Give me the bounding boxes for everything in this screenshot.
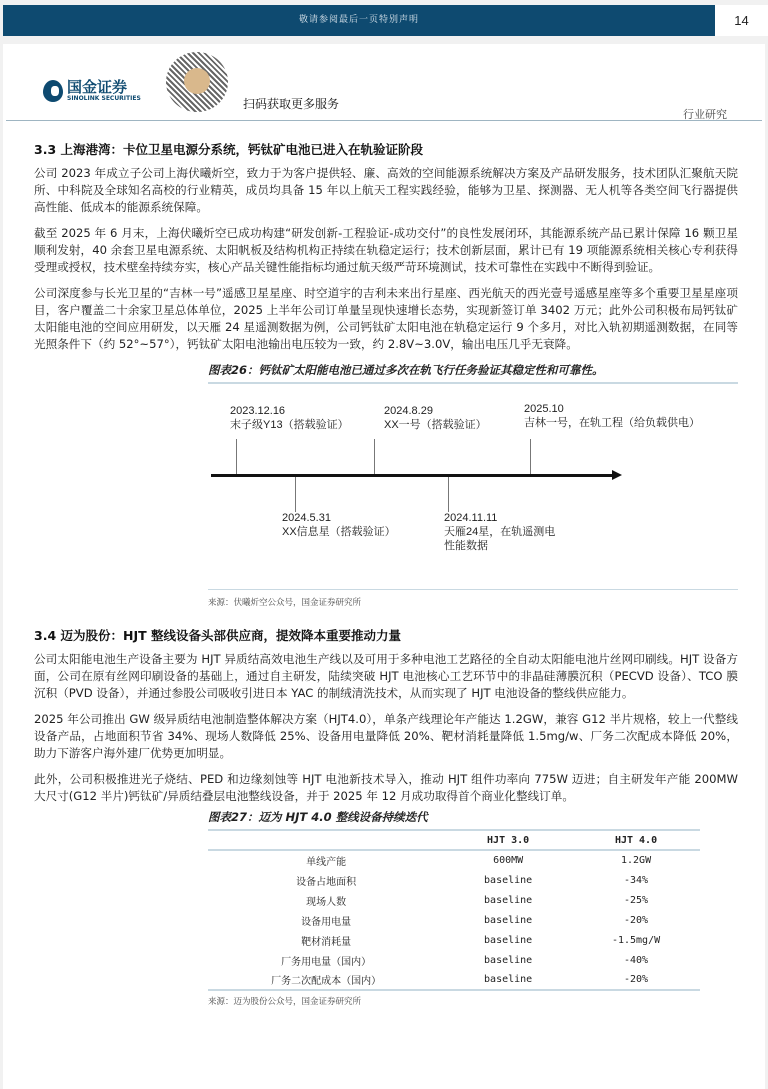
column-header — [208, 830, 444, 850]
table-cell: baseline — [484, 974, 533, 985]
table-row — [208, 970, 700, 990]
arrow-head-icon — [612, 470, 622, 480]
column-header: HJT 3.0 — [444, 830, 572, 850]
logo-en: SINOLINK SECURITIES — [67, 95, 141, 102]
timeline-event: 2023.12.16 末子级Y13（搭载验证） — [230, 405, 349, 431]
up-arrow-icon — [236, 439, 237, 474]
header-divider — [6, 120, 762, 121]
up-arrow-icon — [374, 439, 375, 474]
table-cell: baseline — [484, 874, 533, 886]
figure-title: 图表27：迈为 HJT 4.0 整线设备持续迭代 — [208, 810, 428, 824]
table-row — [208, 950, 700, 970]
down-arrow-icon — [448, 477, 449, 512]
timeline-event: 2025.10 吉林一号，在轨工程（给负载供电） — [524, 403, 700, 429]
timeline-event: 2024.5.31 XX信息星（搭载验证） — [282, 512, 396, 538]
paragraph: 截至 2025 年 6 月末，上海伏曦炘空已成功构建“研发创新-工程验证-成功交付”的良性发展闭环，其能源系统产品已累计保障 16 颗卫星顺利发射，40 余套卫星电源系统、太阳帆板及结构机构正持续在轨稳定运行；技术创新层面，累计已有 19 项能源系统相关核心专利获得受理或授权，技术壁垒持续夯实，核心产品关键性能指标均通过航天级严苛环境测试，技术可靠性在实践中不断得到验证。 — [34, 226, 738, 274]
paragraph: 2025 年公司推出 GW 级异质结电池制造整体解决方案（HJT4.0），单条产线理论年产能达 1.2GW，兼容 G12 半片规格，较上一代整线设备产品，占地面积节省 34%、现场人数降低 25%、设备用电量降低 20%、靶材消耗量降低 1.5mg/w、厂务二次配成本降低 20%，助力下游客户海外建厂优势更加明显。 — [34, 712, 738, 760]
column-header: HJT 4.0 — [572, 830, 700, 850]
report-category: 行业研究 — [683, 108, 727, 121]
timeline-axis — [211, 474, 616, 477]
table-cell: -34% — [623, 874, 649, 886]
table-cell: -25% — [623, 894, 649, 906]
table-cell: baseline — [484, 934, 533, 946]
table-cell: 设备用电量 — [301, 916, 352, 928]
section-heading: 3.3 上海港湾：卡位卫星电源分系统，钙钛矿电池已进入在轨验证阶段 — [34, 142, 423, 157]
table-row — [208, 910, 700, 930]
comparison-table — [208, 829, 700, 991]
page-number: 14 — [715, 5, 768, 36]
table-cell: -40% — [623, 954, 649, 966]
table-cell: baseline — [484, 954, 533, 966]
section-heading: 3.4 迈为股份：HJT 整线设备头部供应商，提效降本重要推动力量 — [34, 628, 401, 643]
table-cell: 厂务用电量（国内） — [281, 956, 372, 968]
company-logo — [43, 79, 141, 102]
table-row — [208, 930, 700, 950]
table-cell: baseline — [484, 914, 533, 926]
report-page — [3, 44, 765, 1089]
timeline-event: 2024.11.11 天雁24星，在轨遥测电性能数据 — [444, 512, 556, 552]
paragraph: 公司太阳能电池生产设备主要为 HJT 异质结高效电池生产线以及可用于多种电池工艺路径的全自动太阳能电池片丝网印刷线。HJT 设备方面，公司在原有丝网印刷设备的基础上，通过自主研发，陆续突破 HJT 电池核心工艺环节中的非晶硅薄膜沉积（PECVD 设备）、TCO 膜沉积（PVD 设备），并通过参股公司吸收引进日本 YAC 的制绒清洗技术，从而实现了 HJT 电池设备的整线供应能力。 — [34, 652, 738, 700]
table-cell: 厂务二次配成本（国内） — [271, 976, 382, 987]
timeline — [208, 384, 738, 589]
figure-source: 来源：迈为股份公众号，国金证券研究所 — [208, 997, 362, 1007]
table-cell: 现场人数 — [306, 896, 347, 908]
paragraph: 此外，公司积极推进光子烧结、PED 和边缘刻蚀等 HJT 电池新技术导入，推动 HJT 组件功率向 775W 迈进；自主研发年产能 200MW 大尺寸(G12 半片)钙钛矿/异质结叠层电池整线设备，并于 2025 年 12 月成功取得首个商业化整线订单。 — [34, 772, 738, 803]
table-row — [208, 870, 700, 890]
table-row — [208, 890, 700, 910]
table-cell: 1.2GW — [620, 855, 652, 866]
scan-text: 扫码获取更多服务 — [243, 97, 340, 111]
table-row — [208, 850, 700, 870]
table-cell: -20% — [623, 974, 649, 985]
paragraph: 公司深度参与长光卫星的“吉林一号”遥感卫星星座、时空道宇的吉利未来出行星座、西光航天的西光壹号遥感星座等多个重要卫星星座项目，客户覆盖二十余家卫星总体单位，2025 上半年公司订单量呈现快速增长态势，实现新签订单 3402 万元；此外公司积极布局钙钛矿太阳能电池的空间应用研发，以天雁 24 星遥测数据为例，公司钙钛矿太阳电池在轨稳定运行 9 个多月，对比入轨初期遥测数据，在同等光照条件下（约 52°~57°），钙钛矿太阳电池输出电压较为一致，约 2.8V~3.0V，输出电压几乎无衰降。 — [34, 286, 738, 351]
table-cell: 600MW — [493, 855, 524, 866]
down-arrow-icon — [295, 477, 296, 512]
timeline-event: 2024.8.29 XX一号（搭载验证） — [384, 405, 487, 431]
paragraph: 公司 2023 年成立子公司上海伏曦炘空，致力于为客户提供轻、廉、高效的空间能源系统解决方案及产品研发服务，技术团队汇聚航天院所、中科院及全球知名高校的行业精英，成员均具备 15 年以上航天工程实践经验，能够为卫星、探测器、无人机等各类空间飞行器提供高性能、低成本的能源系统保障。 — [34, 166, 738, 214]
table-cell: 单线产能 — [306, 857, 347, 868]
logo-cn: 国金证券 — [67, 78, 128, 96]
table-cell: -20% — [623, 914, 649, 926]
disclaimer-banner: 敬请参阅最后一页特别声明 — [3, 5, 715, 36]
table-cell: -1.5mg/W — [611, 934, 661, 946]
up-arrow-icon — [530, 439, 531, 474]
qr-center-logo-icon — [184, 68, 210, 94]
figure-title: 图表26：钙钛矿太阳能电池已通过多次在轨飞行任务验证其稳定性和可靠性。 — [208, 362, 738, 384]
table-cell: 设备占地面积 — [296, 876, 357, 888]
figure-source: 来源：伏曦炘空公众号，国金证券研究所 — [208, 589, 738, 608]
logo-icon — [43, 80, 63, 102]
table-cell: baseline — [484, 894, 533, 906]
table-cell: 靶材消耗量 — [301, 936, 352, 948]
table-header-row — [208, 830, 700, 850]
